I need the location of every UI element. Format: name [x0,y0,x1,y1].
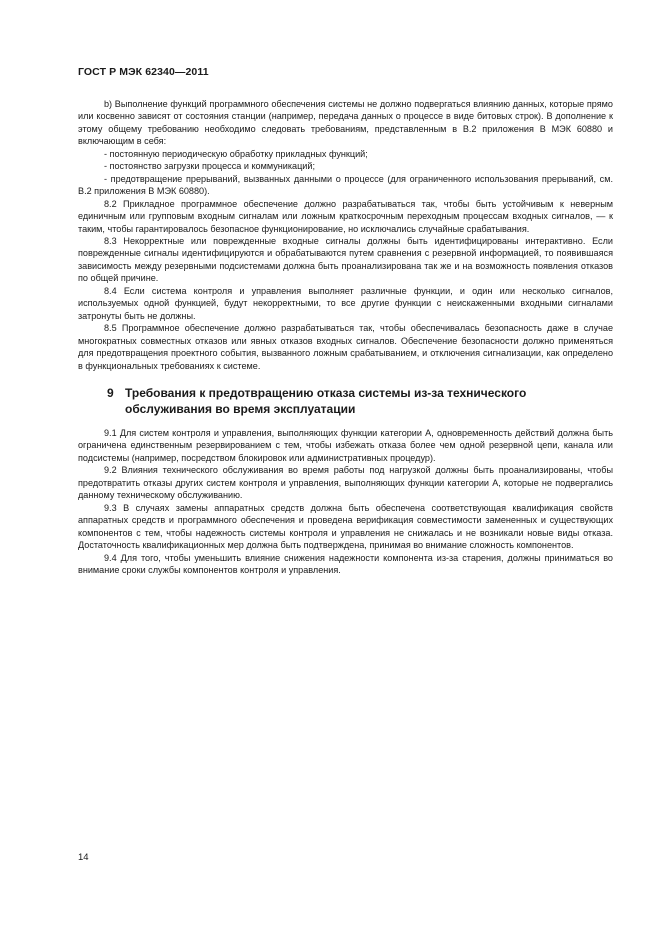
paragraph-b: b) Выполнение функций программного обеспечения системы не должно подвергаться влиянию данных, которые прямо или косвенно зависят от состояния станции (например, передача данных о процессе в виде битовых строк). В дополнение к этому общему требованию необходимо следовать требованиям, представленным в В.2 приложения В МЭК 60880 и включающим в себя: [78,99,613,147]
document-header: ГОСТ Р МЭК 62340—2011 [78,66,209,78]
paragraph-8-3: 8.3 Некорректные или поврежденные входные сигналы должны быть идентифицированы интерактивно. Если поврежденные сигналы идентифицируются и обрабатываются путем сравнения с резервной информацией, то появившаяся зависимость между резервными подсистемами должна быть проанализирована так же и на возможность появления отказов по общей причине. [78,235,613,284]
section-heading [78,385,613,417]
paragraph-9-3: 9.3 В случаях замены аппаратных средств должна быть обеспечена соответствующая квалификация свойств аппаратных средств и программного обеспечения и проведена верификация совместимости замененных и существующих компонентов с тем, чтобы надежность системы контроля и управления не снижалась и не возникали новые виды отказа. Достаточность квалификационных мер должна быть подтверждена, принимая во внимание сложность компонентов. [78,502,613,551]
section-title-line1: Требования к предотвращению отказа системы из-за технического [125,385,527,400]
paragraph-9-1: 9.1 Для систем контроля и управления, выполняющих функции категории А, одновременность действий должна быть ограничена единственным резервированием с тем, чтобы избежать отказа более чем одной резервной цепи, канала или подсистемы (например, посредством блокировок или административных процедур). [78,427,613,463]
paragraph-9-2: 9.2 Влияния технического обслуживания во время работы под нагрузкой должны быть проанализированы, чтобы предотвратить отказы других систем контроля и управления, выполняющих функции категории А, которые не подвергались данному техническому обслуживанию. [78,465,613,501]
page-number: 14 [78,852,89,863]
section-title-line2: обслуживания во время эксплуатации [125,401,356,416]
paragraph-9-4: 9.4 Для того, чтобы уменьшить влияние снижения надежности компонента из-за старения, должны приниматься во внимание сроки службы компонентов контроля и управления. [78,552,613,575]
document-body [78,98,613,576]
paragraph-8-4: 8.4 Если система контроля и управления выполняет различные функции, и один или несколько сигналов, используемых одной функцией, будут некорректными, то все другие функции с неискаженными входными сигналами затронуты быть не должны. [78,285,613,321]
list-item: - постоянство загрузки процесса и коммуникаций; [104,161,315,172]
section-number: 9 [107,385,114,400]
list-item: - предотвращение прерываний, вызванных данными о процессе (для ограниченного использования прерываний, см. В.2 приложения В МЭК 60880). [78,173,613,197]
paragraph-8-2: 8.2 Прикладное программное обеспечение должно разрабатываться так, чтобы быть устойчивым к неверным единичным или групповым входным сигналам или ложным краткосрочным переходным процессам входных сигналов, — к таким, чтобы гарантировалось безопасное функционирование, но исключались случайные срабатывания. [78,198,613,234]
list-item: - постоянную периодическую обработку прикладных функций; [104,148,368,159]
paragraph-8-5: 8.5 Программное обеспечение должно разрабатываться так, чтобы обеспечивалась безопасность даже в случае многократных совместных отказов или явных отказов входных сигналов. Обеспечение безопасности должно применяться для предотвращения проектного события, вызванного ложным срабатыванием, и отключения сигнализации, как определено в функциональных требованиях к системе. [78,323,613,371]
